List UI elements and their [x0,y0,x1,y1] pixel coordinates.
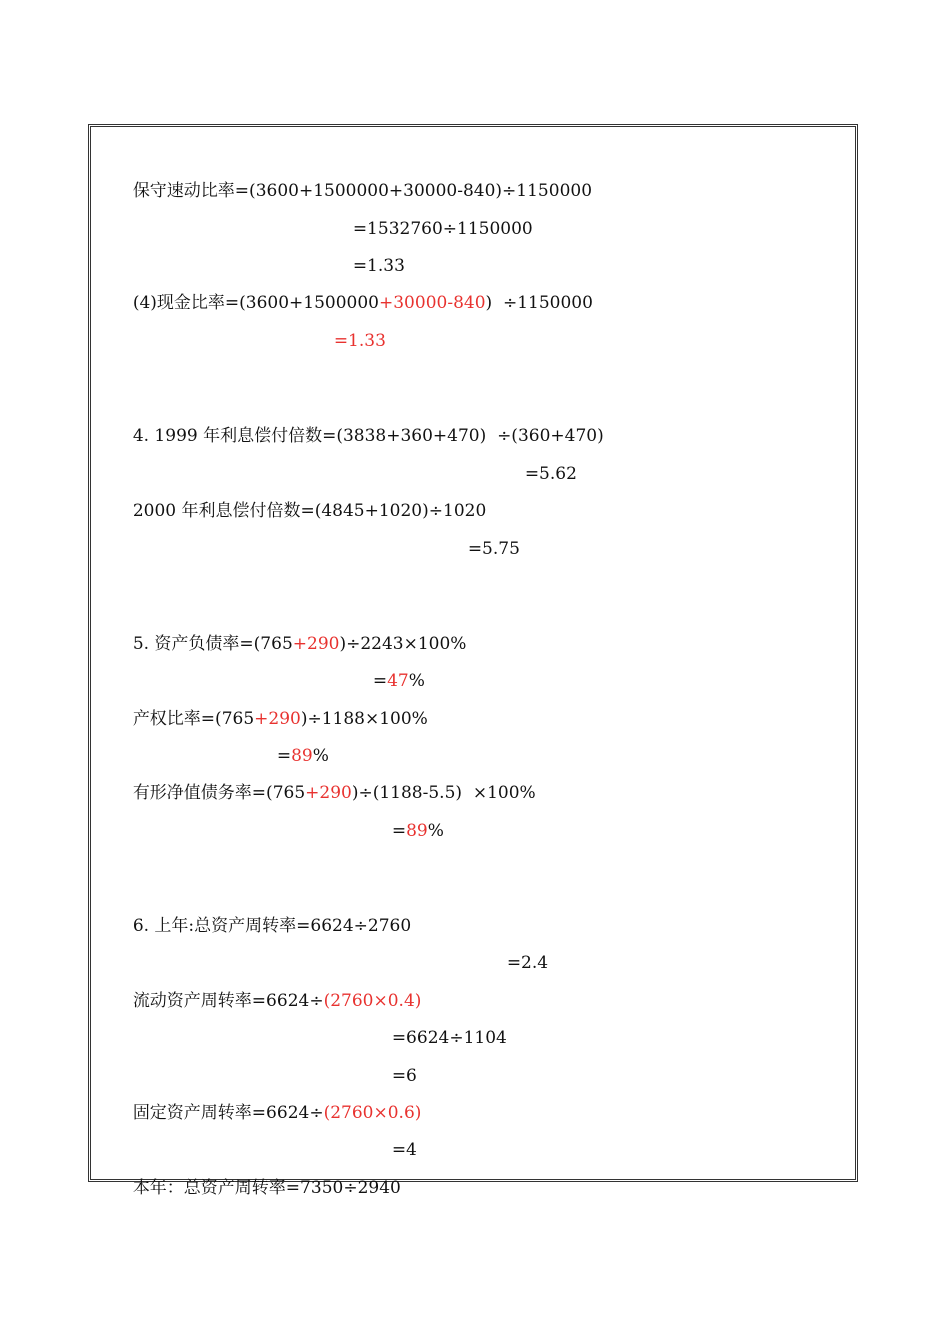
quick-ratio-conservative-line: 保守速动比率=(3600+1500000+30000-840)÷1150000 [132,181,593,201]
quick-ratio-step2: =1532760÷1150000 [352,219,533,239]
this-year-total-asset-turnover-line: 本年：总资产周转率=7350÷2940 [132,1178,401,1198]
current-asset-turnover-result: =6 [391,1066,417,1086]
tangible-net-worth-debt-ratio-result: =89% [391,821,444,841]
interest-coverage-2000-result: =5.75 [467,539,520,559]
interest-coverage-1999-result: =5.62 [524,464,577,484]
current-asset-turnover-line: 流动资产周转率=6624÷(2760×0.4) [132,991,422,1011]
quick-ratio-result: =1.33 [352,256,405,276]
cash-ratio-result: =1.33 [333,331,386,351]
debt-ratio-result: =47% [372,671,425,691]
debt-ratio-line: 5. 资产负债率=(765+290)÷2243×100% [132,634,467,654]
fixed-asset-turnover-line: 固定资产周转率=6624÷(2760×0.6) [132,1103,422,1123]
last-year-total-asset-turnover-result: =2.4 [506,953,549,973]
interest-coverage-1999-line: 4. 1999 年利息偿付倍数=(3838+360+470) ÷(360+470) [132,426,604,446]
cash-ratio-line: (4)现金比率=(3600+1500000+30000-840) ÷1150000 [132,293,593,313]
interest-coverage-2000-line: 2000 年利息偿付倍数=(4845+1020)÷1020 [132,501,487,521]
equity-ratio-line: 产权比率=(765+290)÷1188×100% [132,709,428,729]
last-year-total-asset-turnover-line: 6. 上年:总资产周转率=6624÷2760 [132,916,412,936]
fixed-asset-turnover-result: =4 [391,1140,417,1160]
current-asset-turnover-step2: =6624÷1104 [391,1028,507,1048]
tangible-net-worth-debt-ratio-line: 有形净值债务率=(765+290)÷(1188-5.5) ×100% [132,783,536,803]
equity-ratio-result: =89% [276,746,329,766]
